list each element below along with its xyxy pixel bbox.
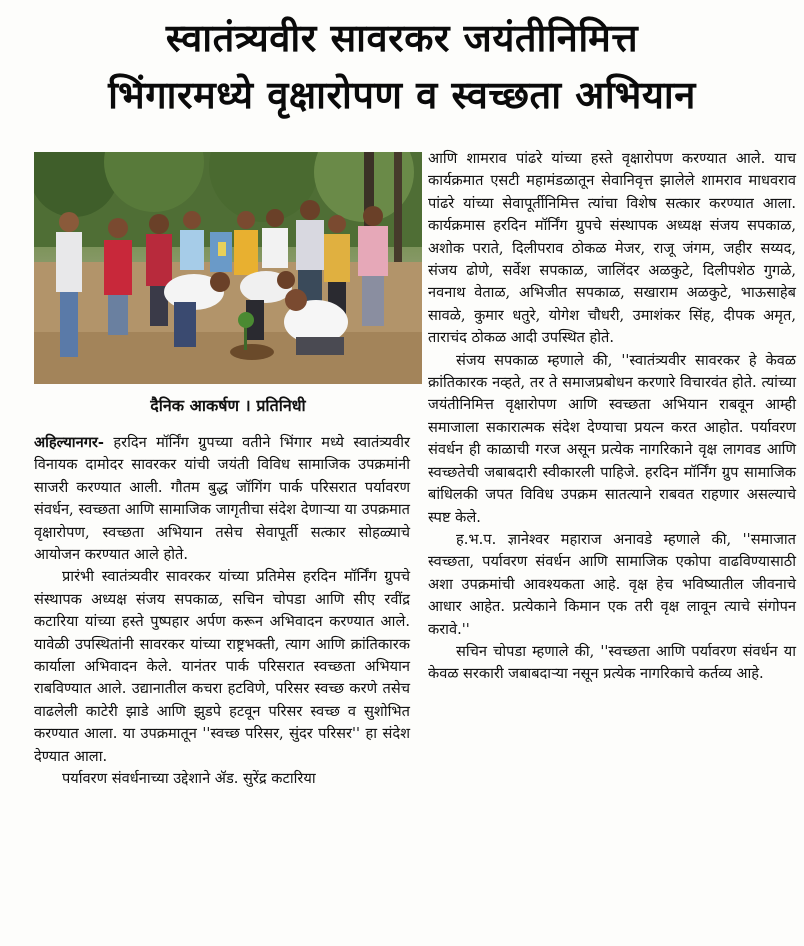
headline-line-1: स्वातंत्र्यवीर सावरकर जयंतीनिमित्त (165, 16, 639, 60)
paragraph: आणि शामराव पांढरे यांच्या हस्ते वृक्षारोपण करण्यात आले. याच कार्यक्रमात एसटी महामंडळातून सेवानिवृत्त झालेले शामराव माधवराव पांढरे यांच्या सेवापूर्तीनिमित्त त्यांचा विशेष सत्कार करण्यात आला. कार्यक्रमास हरदिन मॉर्निंग ग्रुपचे संस्थापक अध्यक्ष संजय सपकाळ, अशोक पराते, दिलीपराव ठोकळ मेजर, राजू जंगम, जहीर सय्यद, संजय ढोणे, सर्वेश सपकाळ, जालिंदर अळकुटे, दिलीपशेठ गुगळे, नवनाथ वेताळ, अभिजीत सपकाळ, सखाराम अळकुटे, भाऊसाहेब सावळे, कुमार धतुरे, योगेश चौधरी, उमाशंकर सिंह, दीपक अमृत, ताराचंद ठोकळ आदी उपस्थित होते. (428, 150, 796, 347)
paragraph: सचिन चोपडा म्हणाले की, ''स्वच्छता आणि पर्यावरण संवर्धन या केवळ सरकारी जबाबदाऱ्या नसून प्रत्येक नागरिकाचे कर्तव्य आहे. (428, 642, 796, 683)
headline-line-2: भिंगारमध्ये वृक्षारोपण व स्वच्छता अभियान (108, 73, 696, 117)
group-photo-icon (34, 152, 422, 384)
article-column-right (428, 148, 796, 686)
paragraph: ह.भ.प. ज्ञानेश्वर महाराज अनावडे म्हणाले की, ''समाजात स्वच्छता, पर्यावरण संवर्धन आणि सामाजिक एकोपा वाढविण्यासाठी अशा उपक्रमांची आवश्यकता आहे. वृक्ष हेच भविष्यातील जीवनाचे आधार आहेत. प्रत्येकाने किमान एक तरी वृक्ष लावून त्याचे संगोपन करावे.'' (428, 530, 796, 638)
event-photo (34, 152, 422, 384)
dateline: अहिल्यानगर- (34, 434, 104, 451)
paragraph (34, 432, 410, 566)
photo-caption: दैनिक आकर्षण । प्रतिनिधी (150, 396, 306, 415)
article-column-left (34, 432, 410, 791)
paragraph-text: हरदिन मॉर्निंग ग्रुपच्या वतीने भिंगार मध्ये स्वातंत्र्यवीर विनायक दामोदर सावरकर यांची जयंती विविध सामाजिक उपक्रमांनी साजरी करण्यात आली. गौतम बुद्ध जॉगिंग पार्क परिसरात पर्यावरण संवर्धन, स्वच्छता आणि सामाजिक जागृतीचा संदेश देणाऱ्या या उपक्रमात वृक्षारोपण, स्वच्छता अभियान तसेच सेवापूर्ती सत्कार सोहळ्याचे आयोजन करण्यात आले होते. (34, 434, 410, 564)
headline (0, 10, 804, 124)
paragraph: पर्यावरण संवर्धनाच्या उद्देशाने ॲड. सुरेंद्र कटारिया (62, 770, 316, 788)
paragraph: प्रारंभी स्वातंत्र्यवीर सावरकर यांच्या प्रतिमेस हरदिन मॉर्निंग ग्रुपचे संस्थापक अध्यक्ष संजय सपकाळ, सचिन चोपडा आणि सीए रवींद्र कटारिया यांच्या हस्ते पुष्पहार अर्पण करून अभिवादन करण्यात आले. यावेळी उपस्थितांनी सावरकर यांच्या राष्ट्रभक्ती, त्याग आणि क्रांतिकारक कार्याला अभिवादन केले. यानंतर पार्क परिसरात स्वच्छता अभियान राबविण्यात आले. उद्यानातील कचरा हटविणे, परिसर स्वच्छ करणे तसेच वाढलेली काटेरी झाडे आणि झुडपे हटवून परिसर स्वच्छ व सुशोभित करण्यात आला. या उपक्रमातून ''स्वच्छ परिसर, सुंदर परिसर'' हा संदेश देण्यात आला. (34, 568, 410, 765)
paragraph: संजय सपकाळ म्हणाले की, ''स्वातंत्र्यवीर सावरकर हे केवळ क्रांतिकारक नव्हते, तर ते समाजप्रबोधन करणारे विचारवंत होते. त्यांच्या जयंतीनिमित्त वृक्षारोपण आणि स्वच्छता अभियान राबवून आम्ही समाजाला सकारात्मक संदेश देण्याचा प्रयत्न करत आहोत. पर्यावरण संवर्धन ही काळाची गरज असून प्रत्येक नागरिकाने वृक्ष लागवड आणि स्वच्छतेची जबाबदारी स्वीकारली पाहिजे. हरदिन मॉर्निंग ग्रुप सामाजिक बांधिलकी जपत विविध उपक्रम सातत्याने राबवत राहणार असल्याचे स्पष्ट केले. (428, 351, 796, 526)
